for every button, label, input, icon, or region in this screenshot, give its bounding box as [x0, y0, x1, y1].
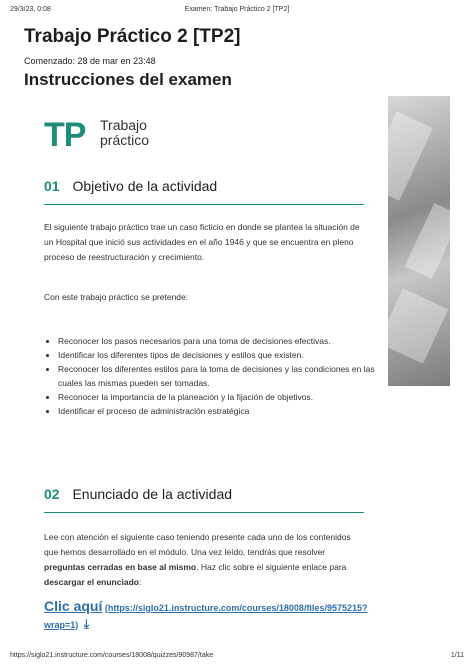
objective-paragraph: El siguiente trabajo práctico trae un caso ficticio en donde se plantea la situación de un Hospital que inició sus actividades en el año 1946 y que se encuentra en pleno proceso de reestructuración y crecimiento.: [44, 222, 360, 262]
list-item: • Identificar los diferentes tipos de decisiones y estilos que existen.: [58, 348, 378, 362]
print-date: 29/3/23, 0:08: [10, 6, 51, 13]
quiz-title: Trabajo Práctico 2 [TP2]: [24, 26, 241, 47]
decorative-image: [388, 96, 450, 386]
statement-paragraph: [44, 530, 364, 590]
download-link-label[interactable]: Clic aquí: [44, 598, 103, 614]
statement-text: :: [138, 577, 142, 587]
section-number: 01: [44, 178, 60, 194]
section-divider: [44, 204, 364, 205]
section-title: Enunciado de la actividad: [72, 486, 233, 502]
print-footer: [10, 652, 464, 664]
logo-line-2: práctico: [100, 132, 150, 148]
list-item: • Reconocer los diferentes estilos para la toma de decisiones y las condiciones en las cuales las mismas pueden ser tomadas.: [58, 362, 378, 390]
objective-intro: Con este trabajo práctico se pretende:: [44, 292, 189, 302]
print-header: [10, 6, 464, 18]
logo-text: [100, 118, 149, 148]
page-number: 1/11: [450, 652, 464, 659]
download-icon[interactable]: ⤓: [83, 617, 90, 631]
section-statement-header: [44, 486, 364, 513]
statement-text: Lee con atención el siguiente caso teniendo presente cada uno de los contenidos que hemos desarrollado en el módulo. Una vez leído, tendrás que resolver: [44, 532, 351, 557]
section-number: 02: [44, 486, 60, 502]
instructions-heading: Instrucciones del examen: [24, 70, 232, 89]
section-objective-header: [44, 178, 364, 205]
list-item: • Reconocer la importancia de la planeación y la fijación de objetivos.: [58, 390, 378, 404]
logo-mark: TP: [44, 116, 86, 154]
tp-logo: [44, 112, 184, 152]
list-item: • Identificar el proceso de administración estratégica: [58, 404, 378, 418]
section-title: Objetivo de la actividad: [72, 178, 218, 194]
list-item: • Reconocer los pasos necesarios para una toma de decisiones efectivas.: [58, 334, 378, 348]
objective-list: [44, 334, 378, 418]
download-link[interactable]: [44, 598, 384, 633]
statement-bold: descargar el enunciado: [44, 577, 139, 587]
logo-line-1: Trabajo: [100, 117, 147, 133]
statement-bold: preguntas cerradas en base al mismo: [44, 562, 197, 572]
print-title: Examen: Trabajo Práctico 2 [TP2]: [184, 6, 290, 13]
section-divider: [44, 512, 364, 513]
started-timestamp: Comenzado: 28 de mar en 23:48: [24, 56, 156, 66]
download-link-url[interactable]: (https://siglo21.instructure.com/courses/18008/files/9575215?wrap=1): [44, 603, 368, 630]
print-url: https://siglo21.instructure.com/courses/18008/quizzes/90987/take: [10, 652, 214, 659]
statement-text: . Haz clic sobre el siguiente enlace para: [196, 562, 347, 572]
